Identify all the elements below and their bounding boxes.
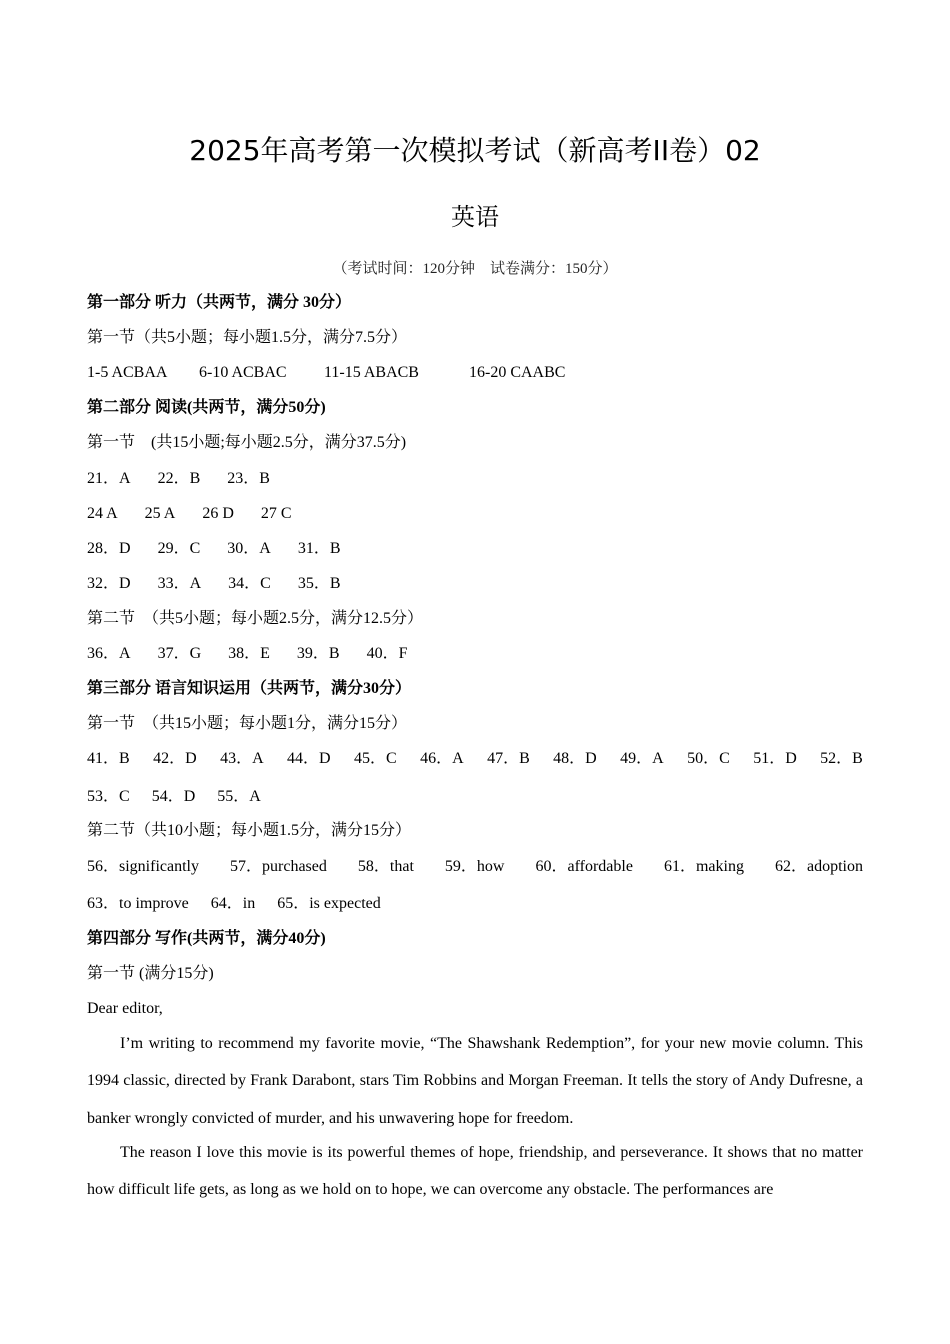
answer: 53．C: [87, 788, 130, 805]
answer-group: 1-5 ACBAA: [87, 364, 168, 381]
answer: 34．C: [228, 575, 271, 592]
part2-section2: 第二节 （共5小题；每小题2.5分，满分12.5分）: [87, 610, 424, 627]
answer: 61．making: [663, 858, 744, 875]
answer: 21．A: [87, 470, 131, 487]
part2-section1: 第一节 (共15小题;每小题2.5分，满分37.5分): [87, 434, 407, 451]
exam-info: （考试时间：120分钟 试卷满分：150分）: [332, 261, 618, 277]
answer: 43．A: [220, 750, 264, 767]
answer: 31．B: [297, 540, 341, 557]
answer-row: [87, 856, 863, 878]
answer: 26 D: [202, 505, 234, 522]
answer: 47．B: [487, 750, 530, 767]
answer-row: [87, 538, 863, 560]
answer: 62．adoption: [774, 858, 863, 875]
answer: 46．A: [420, 750, 464, 767]
page-title: 2025年高考第一次模拟考试（新高考II卷）02: [189, 134, 761, 167]
answer: 30．A: [227, 540, 271, 557]
answer: 41．B: [87, 750, 130, 767]
answer: 44．D: [287, 750, 331, 767]
answer-row: [87, 573, 863, 595]
answer: 24 A: [87, 505, 118, 522]
answer: 59．how: [444, 858, 505, 875]
answer: 60．affordable: [535, 858, 633, 875]
answer-group: 11-15 ABACB: [324, 364, 419, 381]
answer: 40．F: [366, 645, 408, 662]
answer: 29．C: [157, 540, 201, 557]
answer: 48．D: [553, 750, 597, 767]
answer: 54．D: [151, 788, 196, 805]
answer-row: [87, 643, 863, 665]
answer: 56．significantly: [87, 858, 199, 875]
part3-section2: 第二节（共10小题；每小题1.5分，满分15分）: [87, 822, 412, 839]
part3-heading: 第三部分 语言知识运用（共两节，满分30分）: [87, 680, 412, 697]
part1-section1: 第一节（共5小题；每小题1.5分，满分7.5分）: [87, 329, 408, 346]
answer: 51．D: [753, 750, 797, 767]
answer: 55．A: [217, 788, 261, 805]
answer: 35．B: [297, 575, 341, 592]
answer: 27 C: [260, 505, 292, 522]
answer: 25 A: [144, 505, 176, 522]
answer-row: [87, 893, 863, 915]
part2-heading: 第二部分 阅读(共两节，满分50分): [87, 399, 326, 416]
answer: 36．A: [87, 645, 131, 662]
answer-group: 16-20 CAABC: [469, 364, 566, 381]
letter-paragraph: The reason I love this movie is its powerful themes of hope, friendship, and perseverance. It shows that no matter how difficult life gets, as long as we hold on to hope, we can overcome any obstacle. The performances are: [87, 1144, 863, 1199]
answer: 28．D: [87, 540, 131, 557]
answer: 65．is expected: [277, 895, 381, 912]
letter-salutation: Dear editor,: [87, 1000, 163, 1017]
answer: 57．purchased: [230, 858, 327, 875]
answer: 52．B: [820, 750, 863, 767]
part1-heading: 第一部分 听力（共两节，满分 30分）: [87, 294, 352, 311]
letter-paragraph: I’m writing to recommend my favorite movie, “The Shawshank Redemption”, for your new movie column. This 1994 classic, directed by Frank Darabont, stars Tim Robbins and Morgan Freeman. It tells the story of Andy Dufresne, a banker wrongly convicted of murder, and his unwavering hope for freedom.: [87, 1035, 863, 1127]
answer: 45．C: [354, 750, 397, 767]
subject-title: 英语: [451, 203, 499, 231]
answer-row: [87, 786, 863, 808]
answer-row: [87, 503, 863, 525]
answer: 64．in: [210, 895, 256, 912]
answer: 32．D: [87, 575, 131, 592]
answer: 22．B: [157, 470, 201, 487]
answer: 37．G: [157, 645, 202, 662]
answer: 23．B: [227, 470, 270, 487]
answer: 49．A: [620, 750, 664, 767]
part4-heading: 第四部分 写作(共两节，满分40分): [87, 930, 326, 947]
part3-section1: 第一节 （共15小题；每小题1分，满分15分）: [87, 715, 408, 732]
answer: 39．B: [296, 645, 340, 662]
answer: 58．that: [357, 858, 414, 875]
answer: 33．A: [157, 575, 202, 592]
answer: 38．E: [228, 645, 270, 662]
answer-row: [87, 748, 863, 770]
answer: 50．C: [687, 750, 730, 767]
answer-row: [87, 468, 863, 490]
answer: 42．D: [153, 750, 197, 767]
part4-section1: 第一节 (满分15分): [87, 965, 214, 982]
answer: 63．to improve: [87, 895, 189, 912]
answer-group: 6-10 ACBAC: [199, 364, 287, 381]
